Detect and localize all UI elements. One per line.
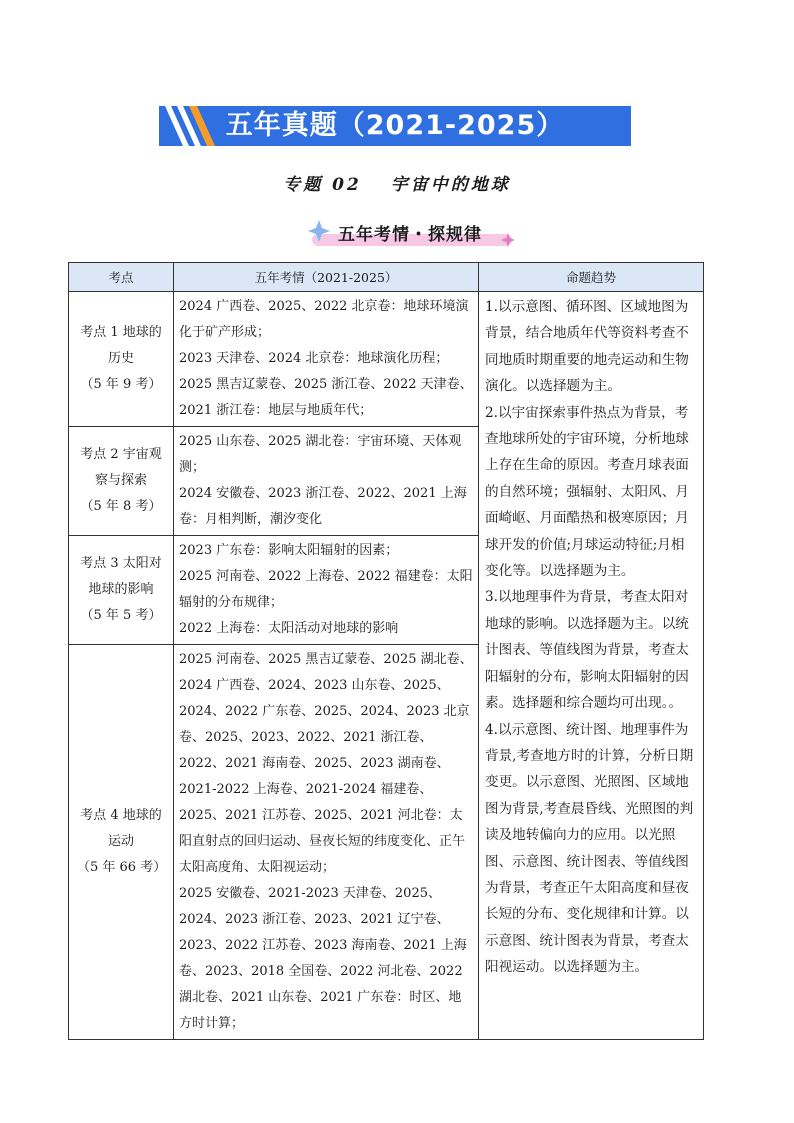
section-heading xyxy=(300,218,520,252)
header-five-year-exams: 五年考情（2021-2025） xyxy=(174,263,479,292)
table-header-row xyxy=(69,263,704,292)
trend-cell: 1.以示意图、循环图、区域地图为背景，结合地质年代等资料考查不同地质时期重要的地壳运动和生物演化。以选择题为主。 2.以宇宙探索事件热点为背景，考查地球所处的宇宙环境，分析地球上存在生命的原因。考查月球表面的自然环境；强辐射、太阳风、月面崎岖、月面酷热和极寒原因；月球开发的价值;月球运动特征;月相变化等。以选择题为主。 3.以地理事件为背景，考查太阳对地球的影响。以选择题为主。以统计图表、等值线图为背景，考查太阳辐射的分布，影响太阳辐射的因素。选择题和综合题均可出现。。 4.以示意图、统计图、地理事件为背景,考查地方时的计算，分析日期变更。以示意图、光照图、区域地图为背景,考查晨昏线、光照图的判读及地转偏向力的应用。以光照图、示意图、统计图表、等值线图为背景，考查正午太阳高度和昼夜长短的分布、变化规律和计算。以示意图、统计图表为背景，考查太阳视运动。以选择题为主。 xyxy=(479,292,704,1040)
exam-list-cell: 2024 广西卷、2025、2022 北京卷：地球环境演化于矿产形成； 2023 天津卷、2024 北京卷：地球演化历程； 2025 黑吉辽蒙卷、2025 浙江卷、2022 天津卷、2021 浙江卷：地层与地质年代； xyxy=(174,292,479,427)
title-banner xyxy=(159,106,631,146)
header-exam-point: 考点 xyxy=(69,263,174,292)
table-row xyxy=(69,292,704,427)
exam-point-cell: 考点 4 地球的 运动 （5 年 66 考） xyxy=(69,645,174,1040)
header-trend: 命题趋势 xyxy=(479,263,704,292)
exam-list-cell: 2023 广东卷：影响太阳辐射的因素； 2025 河南卷、2022 上海卷、2022 福建卷：太阳辐射的分布规律； 2022 上海卷：太阳活动对地球的影响 xyxy=(174,536,479,645)
exam-list-cell: 2025 河南卷、2025 黑吉辽蒙卷、2025 湖北卷、2024 广西卷、2024、2023 山东卷、2025、2024、2022 广东卷、2025、2024、2023 北京卷、2025、2023、2022、2021 浙江卷、2022、2021 海南卷、2025、2023 湖南卷、2021-2022 上海卷、2021-2024 福建卷、2025、2021 江苏卷、2025、2021 河北卷：太阳直射点的回归运动、昼夜长短的纬度变化、正午太阳高度角、太阳视运动； 2025 安徽卷、2021-2023 天津卷、2025、2024、2023 浙江卷、2023、2021 辽宁卷、2023、2022 江苏卷、2023 海南卷、2021 上海卷、2023、2018 全国卷、2022 河北卷、2022 湖北卷、2021 山东卷、2021 广东卷：时区、地方时计算； xyxy=(174,645,479,1040)
section-title: 五年考情・探规律 xyxy=(338,225,482,245)
exam-list-cell: 2025 山东卷、2025 湖北卷：宇宙环境、天体观测； 2024 安徽卷、2023 浙江卷、2022、2021 上海卷：月相判断，潮汐变化 xyxy=(174,427,479,536)
page-title: 五年真题（2021-2025） xyxy=(225,110,565,141)
exam-point-cell: 考点 3 太阳对 地球的影响 （5 年 5 考） xyxy=(69,536,174,645)
exam-point-cell: 考点 2 宇宙观 察与探索 （5 年 8 考） xyxy=(69,427,174,536)
exam-analysis-table xyxy=(68,262,704,1040)
topic-subtitle: 专题 02 宇宙中的地球 xyxy=(283,175,511,195)
exam-point-cell: 考点 1 地球的 历史 （5 年 9 考） xyxy=(69,292,174,427)
